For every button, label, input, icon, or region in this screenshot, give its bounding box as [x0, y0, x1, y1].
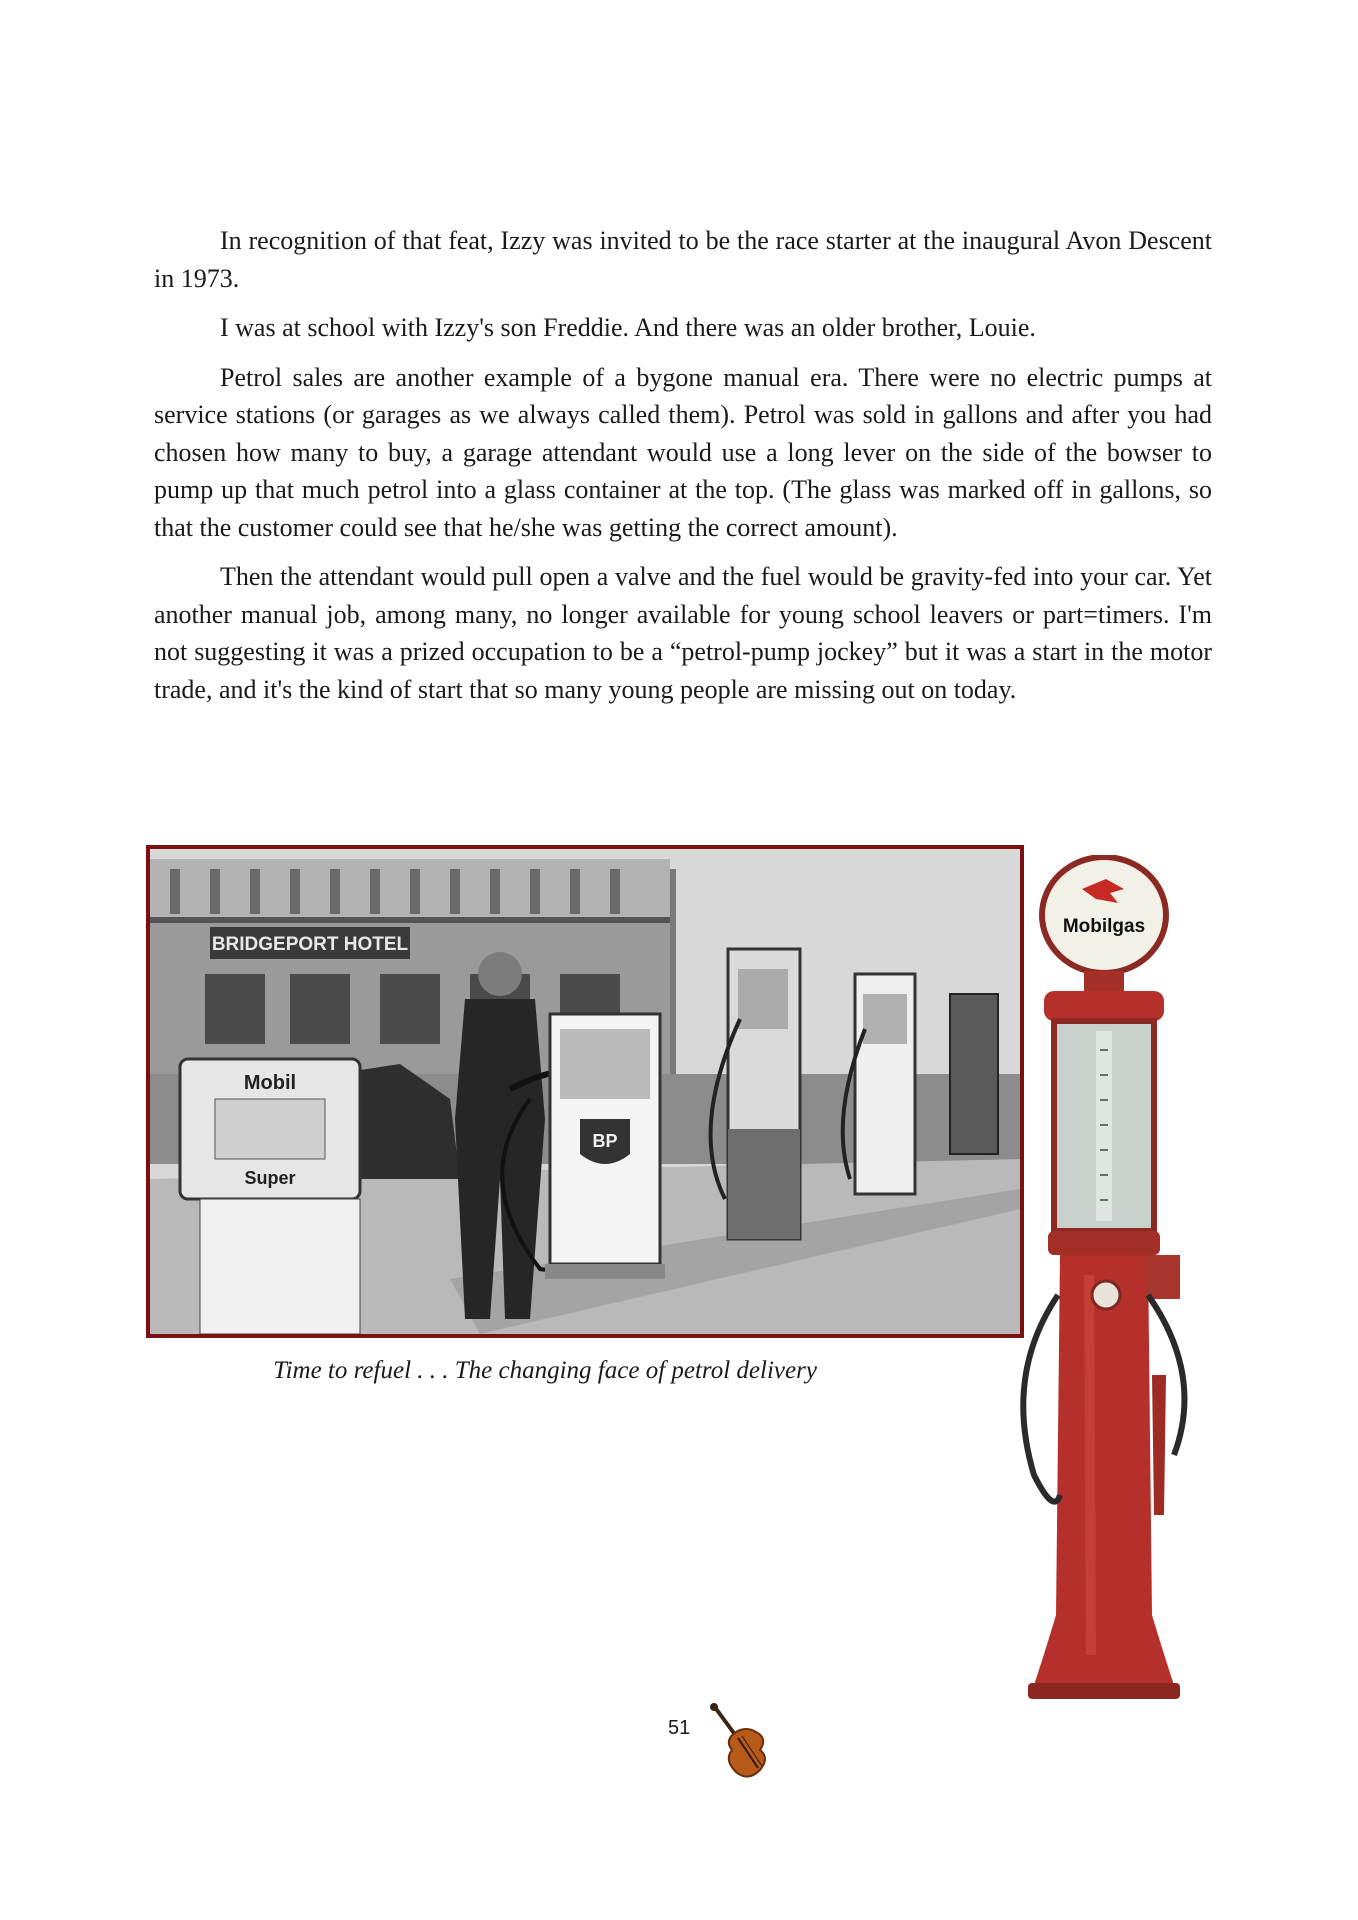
figure-caption: Time to refuel . . . The changing face of petrol delivery	[273, 1357, 817, 1384]
mobil-sign: Mobil	[243, 1072, 297, 1094]
paragraph: Then the attendant would pull open a valve and the fuel would be gravity-fed into your car. Yet another manual job, among many, no longer available for young school leavers or part=timers. I'm not suggesting it was a prized occupation to be a “petrol-pump jockey” but it was a start in the motor trade, and it's the kind of start that so many young people are missing out on today.	[154, 562, 1212, 704]
hotel-sign: BRIDGEPORT HOTEL	[211, 934, 409, 955]
paragraph: I was at school with Izzy's son Freddie. And there was an older brother, Louie.	[220, 313, 1036, 342]
body-text	[154, 222, 1212, 720]
super-sign: Super	[244, 1168, 296, 1188]
violin-icon	[706, 1702, 772, 1782]
page-number: 51	[668, 1717, 691, 1739]
petrol-station-photo	[146, 845, 1024, 1338]
paragraph: In recognition of that feat, Izzy was invited to be the race starter at the inaugural Avon Descent in 1973.	[154, 226, 1212, 293]
vintage-mobilgas-pump	[1014, 855, 1194, 1705]
globe-sign: Mobilgas	[1062, 916, 1146, 937]
bp-sign: BP	[592, 1131, 618, 1151]
paragraph: Petrol sales are another example of a bygone manual era. There were no electric pumps at service stations (or garages as we always called them). Petrol was sold in gallons and after you had chosen how many to buy, a garage attendant would use a long lever on the side of the bowser to pump up that much petrol into a glass container at the top. (The glass was marked off in gallons, so that the customer could see that he/she was getting the correct amount).	[154, 362, 1212, 542]
